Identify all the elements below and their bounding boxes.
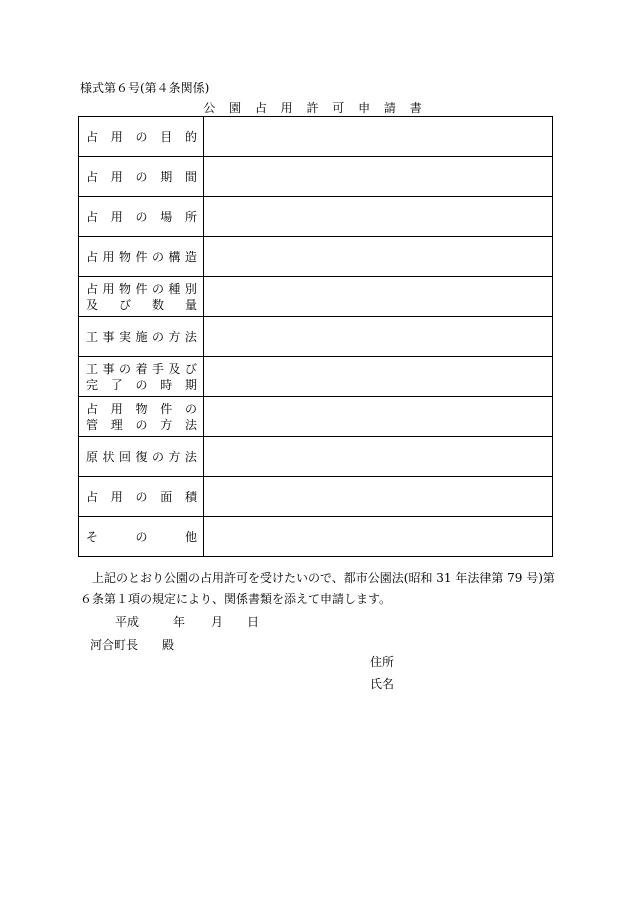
label-char: 面 [160, 489, 173, 504]
form-row-label [79, 357, 204, 397]
label-char: 実 [118, 329, 131, 344]
label-char: 期 [160, 169, 173, 184]
form-row-value-field[interactable] [204, 277, 553, 317]
label-line [79, 401, 203, 417]
label-char: の [151, 449, 164, 464]
label-char: 件 [135, 281, 148, 296]
label-line [79, 329, 203, 345]
label-char: 方 [168, 329, 181, 344]
label-char: 造 [184, 249, 197, 264]
form-row [79, 197, 553, 237]
form-number-label: 様式第６号(第４条関係) [80, 81, 210, 95]
label-char: 完 [86, 377, 99, 392]
label-char: び [118, 297, 131, 312]
application-form-table [78, 116, 553, 557]
month-label: 月 [211, 615, 224, 629]
form-row-label [79, 477, 204, 517]
form-row [79, 277, 553, 317]
label-char: そ [86, 529, 99, 544]
label-line [79, 417, 203, 433]
form-row-value-field[interactable] [204, 197, 553, 237]
label-char: 回 [118, 449, 131, 464]
label-char: 占 [86, 209, 99, 224]
label-char: 占 [86, 489, 99, 504]
label-char: の [184, 401, 197, 416]
label-line [79, 209, 203, 225]
label-line [79, 249, 203, 265]
label-line [79, 489, 203, 505]
form-row-label [79, 317, 204, 357]
label-char: 期 [184, 377, 197, 392]
label-char: の [135, 529, 148, 544]
form-row [79, 117, 553, 157]
label-char: 復 [135, 449, 148, 464]
label-char: の [135, 489, 148, 504]
form-row-label [79, 437, 204, 477]
label-char: 原 [86, 449, 99, 464]
form-row [79, 237, 553, 277]
label-char: 物 [118, 281, 131, 296]
form-row-label [79, 117, 204, 157]
form-row [79, 357, 553, 397]
label-char: の [135, 169, 148, 184]
form-row-value-field[interactable] [204, 517, 553, 557]
label-char: 物 [135, 401, 148, 416]
label-char: 了 [110, 377, 123, 392]
label-line [79, 377, 203, 393]
label-char: の [151, 249, 164, 264]
label-char: 理 [110, 417, 123, 432]
label-char: 用 [102, 281, 115, 296]
label-char: の [135, 377, 148, 392]
form-row-label [79, 277, 204, 317]
label-char: 占 [86, 169, 99, 184]
label-char: 方 [168, 449, 181, 464]
label-char: 管 [86, 417, 99, 432]
label-char: 法 [184, 449, 197, 464]
label-char: 工 [86, 361, 99, 376]
label-line [79, 169, 203, 185]
label-char: 目 [160, 129, 173, 144]
label-line [79, 529, 203, 545]
label-char: 数 [151, 297, 164, 312]
era-label: 平成 [115, 615, 140, 629]
label-char: 方 [160, 417, 173, 432]
label-char: 積 [184, 489, 197, 504]
form-row-label [79, 397, 204, 437]
document-title: 公 園 占 用 許 可 申 請 書 [203, 101, 427, 115]
label-char: 事 [102, 361, 115, 376]
label-char: 量 [184, 297, 197, 312]
label-char: 用 [110, 209, 123, 224]
label-char: 物 [118, 249, 131, 264]
label-char: の [135, 209, 148, 224]
label-char: 工 [86, 329, 99, 344]
day-label: 日 [247, 615, 260, 629]
label-char: 用 [110, 489, 123, 504]
label-line [79, 129, 203, 145]
label-char: 件 [135, 249, 148, 264]
label-char: 事 [102, 329, 115, 344]
form-row [79, 517, 553, 557]
label-char: の [151, 281, 164, 296]
label-char: 及 [168, 361, 181, 376]
form-row-label [79, 237, 204, 277]
form-row-value-field[interactable] [204, 437, 553, 477]
label-char: 所 [184, 209, 197, 224]
label-char: 用 [110, 401, 123, 416]
form-row [79, 397, 553, 437]
label-char: 的 [184, 129, 197, 144]
label-line [79, 281, 203, 297]
label-char: の [135, 417, 148, 432]
form-row [79, 437, 553, 477]
label-char: 別 [184, 281, 197, 296]
form-row-value-field[interactable] [204, 237, 553, 277]
label-char: の [118, 361, 131, 376]
label-char: 占 [86, 129, 99, 144]
recipient-line: 河合町長 殿 [90, 638, 175, 652]
form-row-value-field[interactable] [204, 477, 553, 517]
label-char: 手 [151, 361, 164, 376]
label-char: 施 [135, 329, 148, 344]
label-char: 構 [168, 249, 181, 264]
date-line [115, 614, 259, 630]
form-row-value-field[interactable] [204, 317, 553, 357]
label-line [79, 361, 203, 377]
label-char: 占 [86, 249, 99, 264]
form-row-value-field[interactable] [204, 357, 553, 397]
label-char: 状 [102, 449, 115, 464]
form-row-value-field[interactable] [204, 157, 553, 197]
label-char: 用 [102, 249, 115, 264]
form-row-label [79, 517, 204, 557]
label-char: 法 [184, 417, 197, 432]
form-row-label [79, 197, 204, 237]
form-row-value-field[interactable] [204, 397, 553, 437]
name-label: 氏名 [370, 677, 395, 691]
year-label: 年 [173, 615, 186, 629]
label-char: び [184, 361, 197, 376]
label-char: 他 [184, 529, 197, 544]
label-line [79, 297, 203, 313]
label-char: 場 [160, 209, 173, 224]
form-row [79, 477, 553, 517]
label-char: 法 [184, 329, 197, 344]
label-char: の [135, 129, 148, 144]
form-row [79, 157, 553, 197]
label-char: 件 [160, 401, 173, 416]
label-char: の [151, 329, 164, 344]
label-char: 及 [86, 297, 99, 312]
label-char: 用 [110, 129, 123, 144]
label-char: 間 [184, 169, 197, 184]
address-label: 住所 [370, 655, 395, 669]
label-char: 占 [86, 401, 99, 416]
form-row-label [79, 157, 204, 197]
label-char: 時 [160, 377, 173, 392]
label-line [79, 449, 203, 465]
label-char: 占 [86, 281, 99, 296]
form-row [79, 317, 553, 357]
declaration-paragraph: 上記のとおり公園の占用許可を受けたいので、都市公園法(昭和 31 年法律第 79 号)第６条第１項の規定により、関係書類を添えて申請します。 [80, 571, 555, 606]
form-row-value-field[interactable] [204, 117, 553, 157]
label-char: 用 [110, 169, 123, 184]
label-char: 種 [168, 281, 181, 296]
label-char: 着 [135, 361, 148, 376]
